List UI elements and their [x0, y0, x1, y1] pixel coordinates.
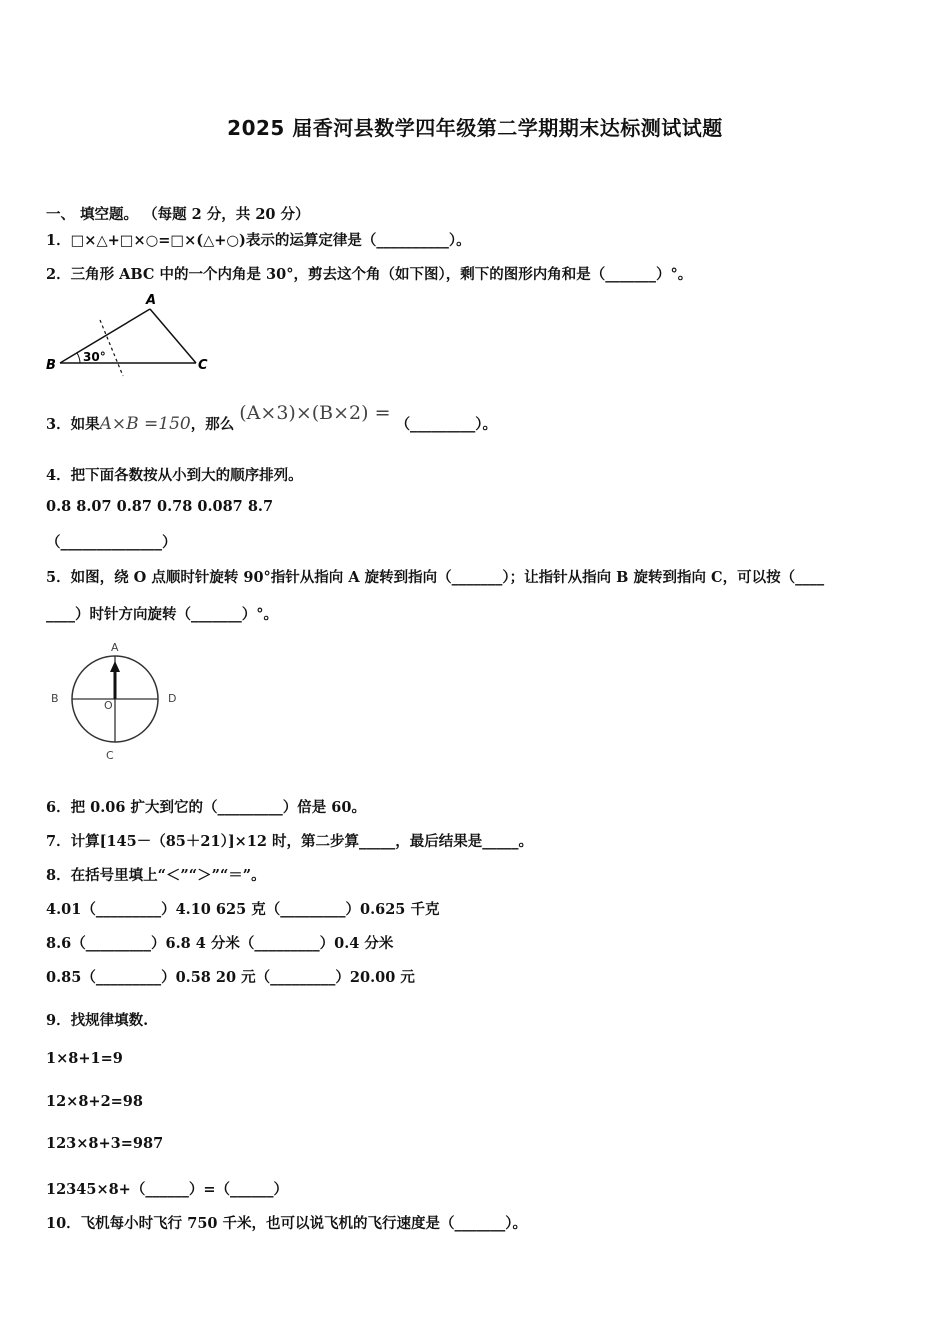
- q3-formula-2: (A×3)×(B×2) =: [239, 402, 391, 424]
- question-8-row: 4.01（_________）4.10 625 克（_________）0.625 千克: [46, 901, 440, 918]
- question-9-row: 1×8+1=9: [46, 1050, 123, 1067]
- question-2: 2．三角形 ABC 中的一个内角是 30°，剪去这个角（如下图），剩下的图形内角和是（_______）°。: [46, 266, 693, 283]
- cut-line: [100, 320, 123, 376]
- question-5-line-2: ____）时针方向旋转（_______）°。: [46, 606, 278, 623]
- dial-label-a: A: [111, 641, 119, 654]
- q3-middle: ，那么: [190, 416, 235, 433]
- question-9-row: 12345×8+（______）=（______）: [46, 1181, 288, 1198]
- dial-figure: [40, 636, 190, 766]
- question-10: 10．飞机每小时飞行 750 千米，也可以说飞机的飞行速度是（_______）。: [46, 1215, 528, 1232]
- label-c: C: [198, 358, 208, 373]
- question-9-row: 123×8+3=987: [46, 1135, 164, 1152]
- dial-label-c: C: [106, 749, 114, 762]
- triangle-figure: [40, 290, 230, 380]
- question-3: [46, 402, 498, 434]
- angle-arc: [77, 353, 80, 363]
- q3-prefix: 3．如果: [46, 416, 100, 433]
- label-a: A: [146, 293, 157, 308]
- q3-suffix: （_________）。: [395, 416, 498, 433]
- triangle-side-ac: [150, 309, 196, 363]
- page-title: 2025 届香河县数学四年级第二学期期末达标测试试题: [227, 116, 723, 140]
- question-9: 9．找规律填数.: [46, 1012, 149, 1029]
- dial-label-d: D: [168, 692, 177, 705]
- pointer-arrow: [110, 661, 120, 672]
- question-4-blank: （______________）: [46, 534, 177, 551]
- question-4-numbers: 0.8 8.07 0.87 0.78 0.087 8.7: [46, 498, 274, 515]
- question-1: 1．□×△+□×○=□×(△+○)表示的运算定律是（__________）。: [46, 232, 471, 249]
- question-7: 7．计算[145－（85＋21）]×12 时，第二步算_____，最后结果是_____。: [46, 833, 534, 850]
- dial-label-b: B: [51, 692, 59, 705]
- question-4: 4．把下面各数按从小到大的顺序排列。: [46, 467, 303, 484]
- section-heading: 一、 填空题。 （每题 2 分，共 20 分）: [46, 206, 310, 223]
- question-8-row: 8.6（_________）6.8 4 分米（_________）0.4 分米: [46, 935, 394, 952]
- question-5-line-1: 5．如图，绕 O 点顺时针旋转 90°指针从指向 A 旋转到指向（_______）；让指针从指向 B 旋转到指向 C，可以按（____: [46, 569, 825, 586]
- question-8-row: 0.85（_________）0.58 20 元（_________）20.00 元: [46, 969, 415, 986]
- label-b: B: [46, 358, 56, 373]
- question-9-row: 12×8+2=98: [46, 1093, 143, 1110]
- question-8: 8．在括号里填上“＜”“＞”“＝”。: [46, 867, 266, 884]
- q3-formula-1: A×B =150: [99, 414, 191, 434]
- dial-label-o: O: [104, 699, 113, 712]
- angle-label: 30°: [83, 350, 106, 364]
- question-6: 6．把 0.06 扩大到它的（_________）倍是 60。: [46, 799, 366, 816]
